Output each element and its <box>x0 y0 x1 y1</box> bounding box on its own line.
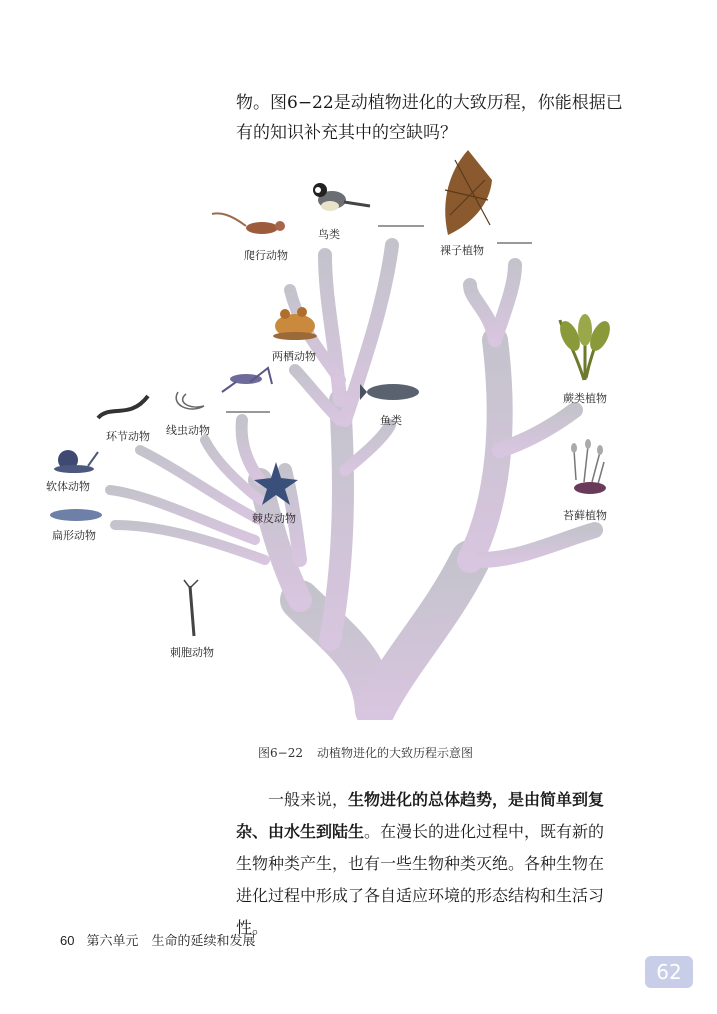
fish-icon <box>360 384 419 400</box>
intro-line-2: 有的知识补充其中的空缺吗？ <box>236 123 457 143</box>
body-bold-comma: ， <box>492 790 509 809</box>
bird-icon <box>313 183 370 211</box>
footer-page-number: 60 <box>60 933 75 948</box>
label-reptiles: 爬行动物 <box>244 249 288 262</box>
label-echinoderms: 棘皮动物 <box>252 512 296 525</box>
label-amphibians: 两栖动物 <box>272 350 316 363</box>
label-ferns: 蕨类植物 <box>563 392 607 405</box>
hydra-icon <box>184 580 198 636</box>
label-mollusks: 软体动物 <box>46 480 90 493</box>
intro-paragraph <box>236 88 656 148</box>
vertebrate-branch <box>330 400 343 640</box>
tree-branches <box>110 245 595 710</box>
label-gymnosperms: 裸子植物 <box>440 244 484 257</box>
figure-title: 动植物进化的大致历程示意图 <box>316 746 473 760</box>
body-bold-1: 生物进化的总体趋势 <box>348 790 493 809</box>
page-footer <box>60 930 255 949</box>
intro-line-1: 物。图6−22是动植物进化的大致历程，你能根据已 <box>236 93 623 113</box>
label-flatworms: 扁形动物 <box>52 529 96 542</box>
grasshopper-icon <box>222 368 272 392</box>
fern-icon <box>556 314 614 380</box>
lizard-icon <box>212 213 285 234</box>
body-bold-2: 是由简单到复杂、由水生到陆生 <box>236 790 605 841</box>
label-nematodes: 线虫动物 <box>166 424 210 437</box>
figure-number: 图6−22 <box>258 746 303 760</box>
body-rest: 。在漫长的进化过程中，既有新的生物种类产生，也有一些生物种类灭绝。各种生物在进化过程中形成了各自适应环境的形态结构和生活习性。 <box>236 822 605 937</box>
footer-unit-title: 第六单元 生命的延续和发展 <box>86 934 256 949</box>
conifer-icon <box>445 150 492 235</box>
body-paragraph <box>236 784 616 944</box>
body-lead: 一般来说， <box>268 790 349 809</box>
branch-gymnosperm-b <box>495 265 515 340</box>
label-birds: 鸟类 <box>318 228 340 241</box>
nematode-icon <box>176 392 204 409</box>
moss-icon <box>571 439 606 494</box>
figure-caption <box>258 744 473 761</box>
earthworm-icon <box>98 396 148 418</box>
label-fish: 鱼类 <box>380 414 402 427</box>
body-paragraph-text <box>236 784 616 944</box>
branch-mosses <box>480 530 595 560</box>
label-cnidarians: 刺胞动物 <box>170 646 214 659</box>
page-badge: 62 <box>645 956 693 988</box>
label-annelids: 环节动物 <box>106 430 150 443</box>
label-mosses: 苔藓植物 <box>563 509 607 522</box>
flatworm-icon <box>50 509 102 521</box>
evolution-tree-diagram <box>0 140 717 720</box>
trunk-right <box>375 560 470 710</box>
branch-arthropods <box>242 420 260 480</box>
snail-icon <box>54 450 98 473</box>
